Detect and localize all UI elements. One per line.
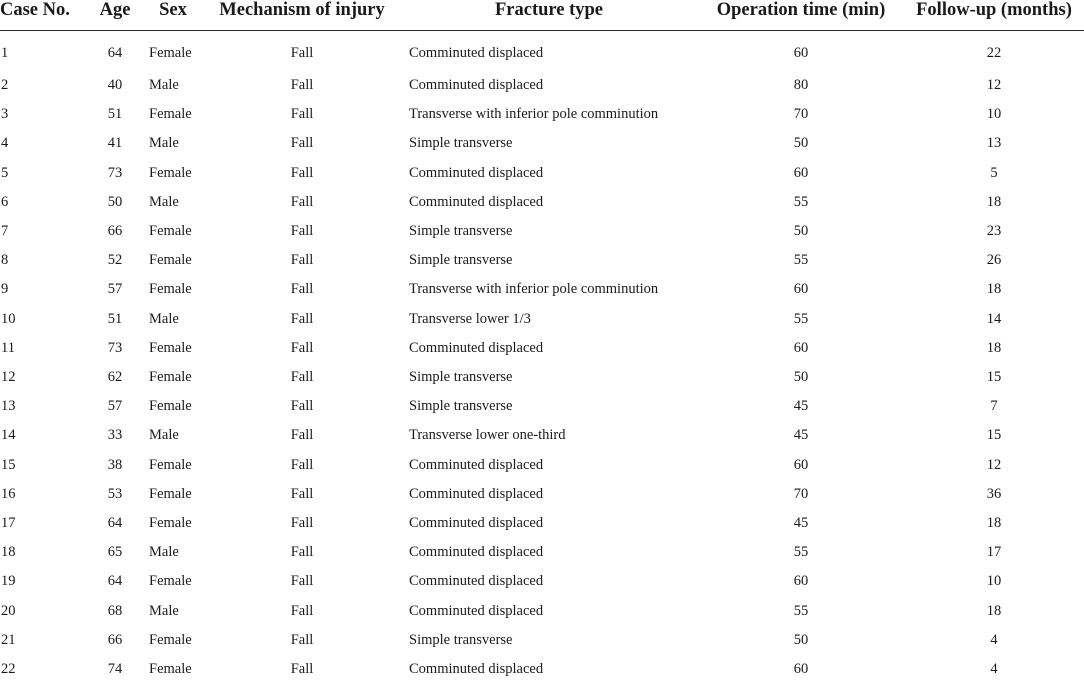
cell-sex: Female [142, 509, 204, 538]
cell-case-no: 17 [0, 509, 88, 538]
cell-operation-time: 45 [698, 392, 904, 421]
cell-age: 64 [88, 567, 142, 596]
cell-operation-time: 50 [698, 217, 904, 246]
cell-fracture-type: Comminuted displaced [400, 480, 698, 509]
table-row [0, 188, 1084, 217]
cell-follow-up: 26 [904, 246, 1084, 275]
cell-case-no: 6 [0, 188, 88, 217]
cell-fracture-type: Comminuted displaced [400, 451, 698, 480]
cell-age: 62 [88, 363, 142, 392]
cell-sex: Female [142, 451, 204, 480]
cell-sex: Female [142, 655, 204, 684]
cell-mechanism: Fall [204, 305, 400, 334]
cell-mechanism: Fall [204, 392, 400, 421]
table-body [0, 31, 1084, 684]
cell-operation-time: 55 [698, 305, 904, 334]
table-row [0, 275, 1084, 304]
table-row [0, 31, 1084, 72]
cell-mechanism: Fall [204, 363, 400, 392]
table-header [0, 0, 1084, 31]
cell-age: 73 [88, 334, 142, 363]
cell-fracture-type: Comminuted displaced [400, 334, 698, 363]
table-row [0, 538, 1084, 567]
cell-case-no: 15 [0, 451, 88, 480]
cell-sex: Male [142, 597, 204, 626]
cell-age: 66 [88, 626, 142, 655]
cell-operation-time: 55 [698, 597, 904, 626]
cell-operation-time: 70 [698, 100, 904, 129]
cell-mechanism: Fall [204, 421, 400, 450]
cell-follow-up: 18 [904, 275, 1084, 304]
header-case-no: Case No. [0, 0, 88, 31]
cell-follow-up: 13 [904, 129, 1084, 158]
header-operation-time: Operation time (min) [698, 0, 904, 31]
cell-sex: Female [142, 363, 204, 392]
table-row [0, 159, 1084, 188]
cell-mechanism: Fall [204, 246, 400, 275]
cell-case-no: 21 [0, 626, 88, 655]
cell-operation-time: 70 [698, 480, 904, 509]
cell-age: 73 [88, 159, 142, 188]
header-follow-up: Follow-up (months) [904, 0, 1084, 31]
table-row [0, 626, 1084, 655]
cell-case-no: 3 [0, 100, 88, 129]
cell-fracture-type: Simple transverse [400, 392, 698, 421]
cell-follow-up: 4 [904, 655, 1084, 684]
cell-age: 50 [88, 188, 142, 217]
cell-fracture-type: Comminuted displaced [400, 159, 698, 188]
table-row [0, 363, 1084, 392]
cell-fracture-type: Simple transverse [400, 626, 698, 655]
cell-case-no: 4 [0, 129, 88, 158]
cell-operation-time: 45 [698, 421, 904, 450]
header-age: Age [88, 0, 142, 31]
cell-sex: Female [142, 480, 204, 509]
cell-sex: Female [142, 392, 204, 421]
cell-follow-up: 12 [904, 71, 1084, 100]
cell-case-no: 8 [0, 246, 88, 275]
table-row [0, 71, 1084, 100]
cell-operation-time: 45 [698, 509, 904, 538]
cell-age: 51 [88, 305, 142, 334]
cell-age: 41 [88, 129, 142, 158]
cell-sex: Female [142, 334, 204, 363]
header-mechanism: Mechanism of injury [204, 0, 400, 31]
cell-fracture-type: Simple transverse [400, 217, 698, 246]
cell-sex: Male [142, 129, 204, 158]
cell-follow-up: 12 [904, 451, 1084, 480]
cell-sex: Female [142, 31, 204, 72]
cell-fracture-type: Simple transverse [400, 129, 698, 158]
cell-follow-up: 22 [904, 31, 1084, 72]
cell-operation-time: 50 [698, 129, 904, 158]
header-row [0, 0, 1084, 31]
table-row [0, 597, 1084, 626]
cell-operation-time: 60 [698, 451, 904, 480]
cell-mechanism: Fall [204, 31, 400, 72]
cell-fracture-type: Comminuted displaced [400, 31, 698, 72]
cell-operation-time: 55 [698, 188, 904, 217]
cell-follow-up: 23 [904, 217, 1084, 246]
cell-fracture-type: Transverse with inferior pole comminution [400, 275, 698, 304]
cell-sex: Female [142, 626, 204, 655]
cell-sex: Male [142, 71, 204, 100]
table-row [0, 655, 1084, 684]
cell-age: 52 [88, 246, 142, 275]
table-row [0, 129, 1084, 158]
table-row [0, 567, 1084, 596]
cell-follow-up: 10 [904, 567, 1084, 596]
cell-sex: Male [142, 421, 204, 450]
cell-operation-time: 55 [698, 246, 904, 275]
cell-sex: Female [142, 159, 204, 188]
cell-operation-time: 80 [698, 71, 904, 100]
table-row [0, 421, 1084, 450]
cell-operation-time: 55 [698, 538, 904, 567]
cell-case-no: 2 [0, 71, 88, 100]
cell-case-no: 22 [0, 655, 88, 684]
cell-operation-time: 60 [698, 655, 904, 684]
cell-mechanism: Fall [204, 100, 400, 129]
cell-fracture-type: Comminuted displaced [400, 509, 698, 538]
cell-case-no: 11 [0, 334, 88, 363]
cell-case-no: 18 [0, 538, 88, 567]
table-row [0, 305, 1084, 334]
cell-age: 66 [88, 217, 142, 246]
cell-follow-up: 18 [904, 334, 1084, 363]
cell-age: 51 [88, 100, 142, 129]
cell-age: 38 [88, 451, 142, 480]
cell-sex: Male [142, 538, 204, 567]
cell-follow-up: 36 [904, 480, 1084, 509]
cell-case-no: 20 [0, 597, 88, 626]
cell-follow-up: 7 [904, 392, 1084, 421]
cell-mechanism: Fall [204, 217, 400, 246]
cell-fracture-type: Simple transverse [400, 363, 698, 392]
cell-age: 64 [88, 509, 142, 538]
cell-case-no: 19 [0, 567, 88, 596]
cell-mechanism: Fall [204, 509, 400, 538]
cell-sex: Female [142, 100, 204, 129]
cell-case-no: 5 [0, 159, 88, 188]
cell-case-no: 1 [0, 31, 88, 72]
cell-follow-up: 17 [904, 538, 1084, 567]
cell-fracture-type: Transverse lower one-third [400, 421, 698, 450]
cell-case-no: 9 [0, 275, 88, 304]
cell-case-no: 12 [0, 363, 88, 392]
header-fracture-type: Fracture type [400, 0, 698, 31]
cell-fracture-type: Transverse with inferior pole comminution [400, 100, 698, 129]
cell-mechanism: Fall [204, 129, 400, 158]
table-row [0, 451, 1084, 480]
cell-sex: Female [142, 275, 204, 304]
table-row [0, 509, 1084, 538]
cell-follow-up: 18 [904, 509, 1084, 538]
cell-mechanism: Fall [204, 538, 400, 567]
cell-operation-time: 60 [698, 159, 904, 188]
cell-sex: Male [142, 188, 204, 217]
cell-follow-up: 15 [904, 421, 1084, 450]
cell-case-no: 14 [0, 421, 88, 450]
cell-follow-up: 14 [904, 305, 1084, 334]
cell-operation-time: 60 [698, 334, 904, 363]
cell-sex: Male [142, 305, 204, 334]
cell-age: 74 [88, 655, 142, 684]
table-row [0, 392, 1084, 421]
cell-mechanism: Fall [204, 567, 400, 596]
cell-age: 57 [88, 275, 142, 304]
cell-mechanism: Fall [204, 451, 400, 480]
cell-follow-up: 18 [904, 597, 1084, 626]
cell-mechanism: Fall [204, 275, 400, 304]
cell-mechanism: Fall [204, 334, 400, 363]
cell-age: 40 [88, 71, 142, 100]
cell-mechanism: Fall [204, 71, 400, 100]
cell-operation-time: 60 [698, 31, 904, 72]
cell-follow-up: 5 [904, 159, 1084, 188]
cell-follow-up: 10 [904, 100, 1084, 129]
cell-operation-time: 60 [698, 567, 904, 596]
table-row [0, 217, 1084, 246]
cell-case-no: 10 [0, 305, 88, 334]
cell-mechanism: Fall [204, 655, 400, 684]
table-row [0, 334, 1084, 363]
cell-age: 57 [88, 392, 142, 421]
cell-fracture-type: Comminuted displaced [400, 655, 698, 684]
cell-mechanism: Fall [204, 480, 400, 509]
cell-fracture-type: Comminuted displaced [400, 597, 698, 626]
cell-sex: Female [142, 217, 204, 246]
cell-age: 65 [88, 538, 142, 567]
cell-case-no: 13 [0, 392, 88, 421]
table-row [0, 480, 1084, 509]
cell-age: 33 [88, 421, 142, 450]
cell-mechanism: Fall [204, 597, 400, 626]
cell-age: 53 [88, 480, 142, 509]
cell-fracture-type: Comminuted displaced [400, 567, 698, 596]
cell-follow-up: 15 [904, 363, 1084, 392]
cell-age: 64 [88, 31, 142, 72]
cell-fracture-type: Simple transverse [400, 246, 698, 275]
header-sex: Sex [142, 0, 204, 31]
cell-sex: Female [142, 567, 204, 596]
table-row [0, 246, 1084, 275]
cell-follow-up: 18 [904, 188, 1084, 217]
cell-operation-time: 50 [698, 626, 904, 655]
cell-mechanism: Fall [204, 188, 400, 217]
cell-follow-up: 4 [904, 626, 1084, 655]
cell-operation-time: 60 [698, 275, 904, 304]
table-row [0, 100, 1084, 129]
cell-case-no: 16 [0, 480, 88, 509]
cell-case-no: 7 [0, 217, 88, 246]
cell-fracture-type: Transverse lower 1/3 [400, 305, 698, 334]
cell-mechanism: Fall [204, 159, 400, 188]
cell-fracture-type: Comminuted displaced [400, 188, 698, 217]
cell-fracture-type: Comminuted displaced [400, 71, 698, 100]
cell-mechanism: Fall [204, 626, 400, 655]
cell-age: 68 [88, 597, 142, 626]
cell-operation-time: 50 [698, 363, 904, 392]
cell-sex: Female [142, 246, 204, 275]
cell-fracture-type: Comminuted displaced [400, 538, 698, 567]
